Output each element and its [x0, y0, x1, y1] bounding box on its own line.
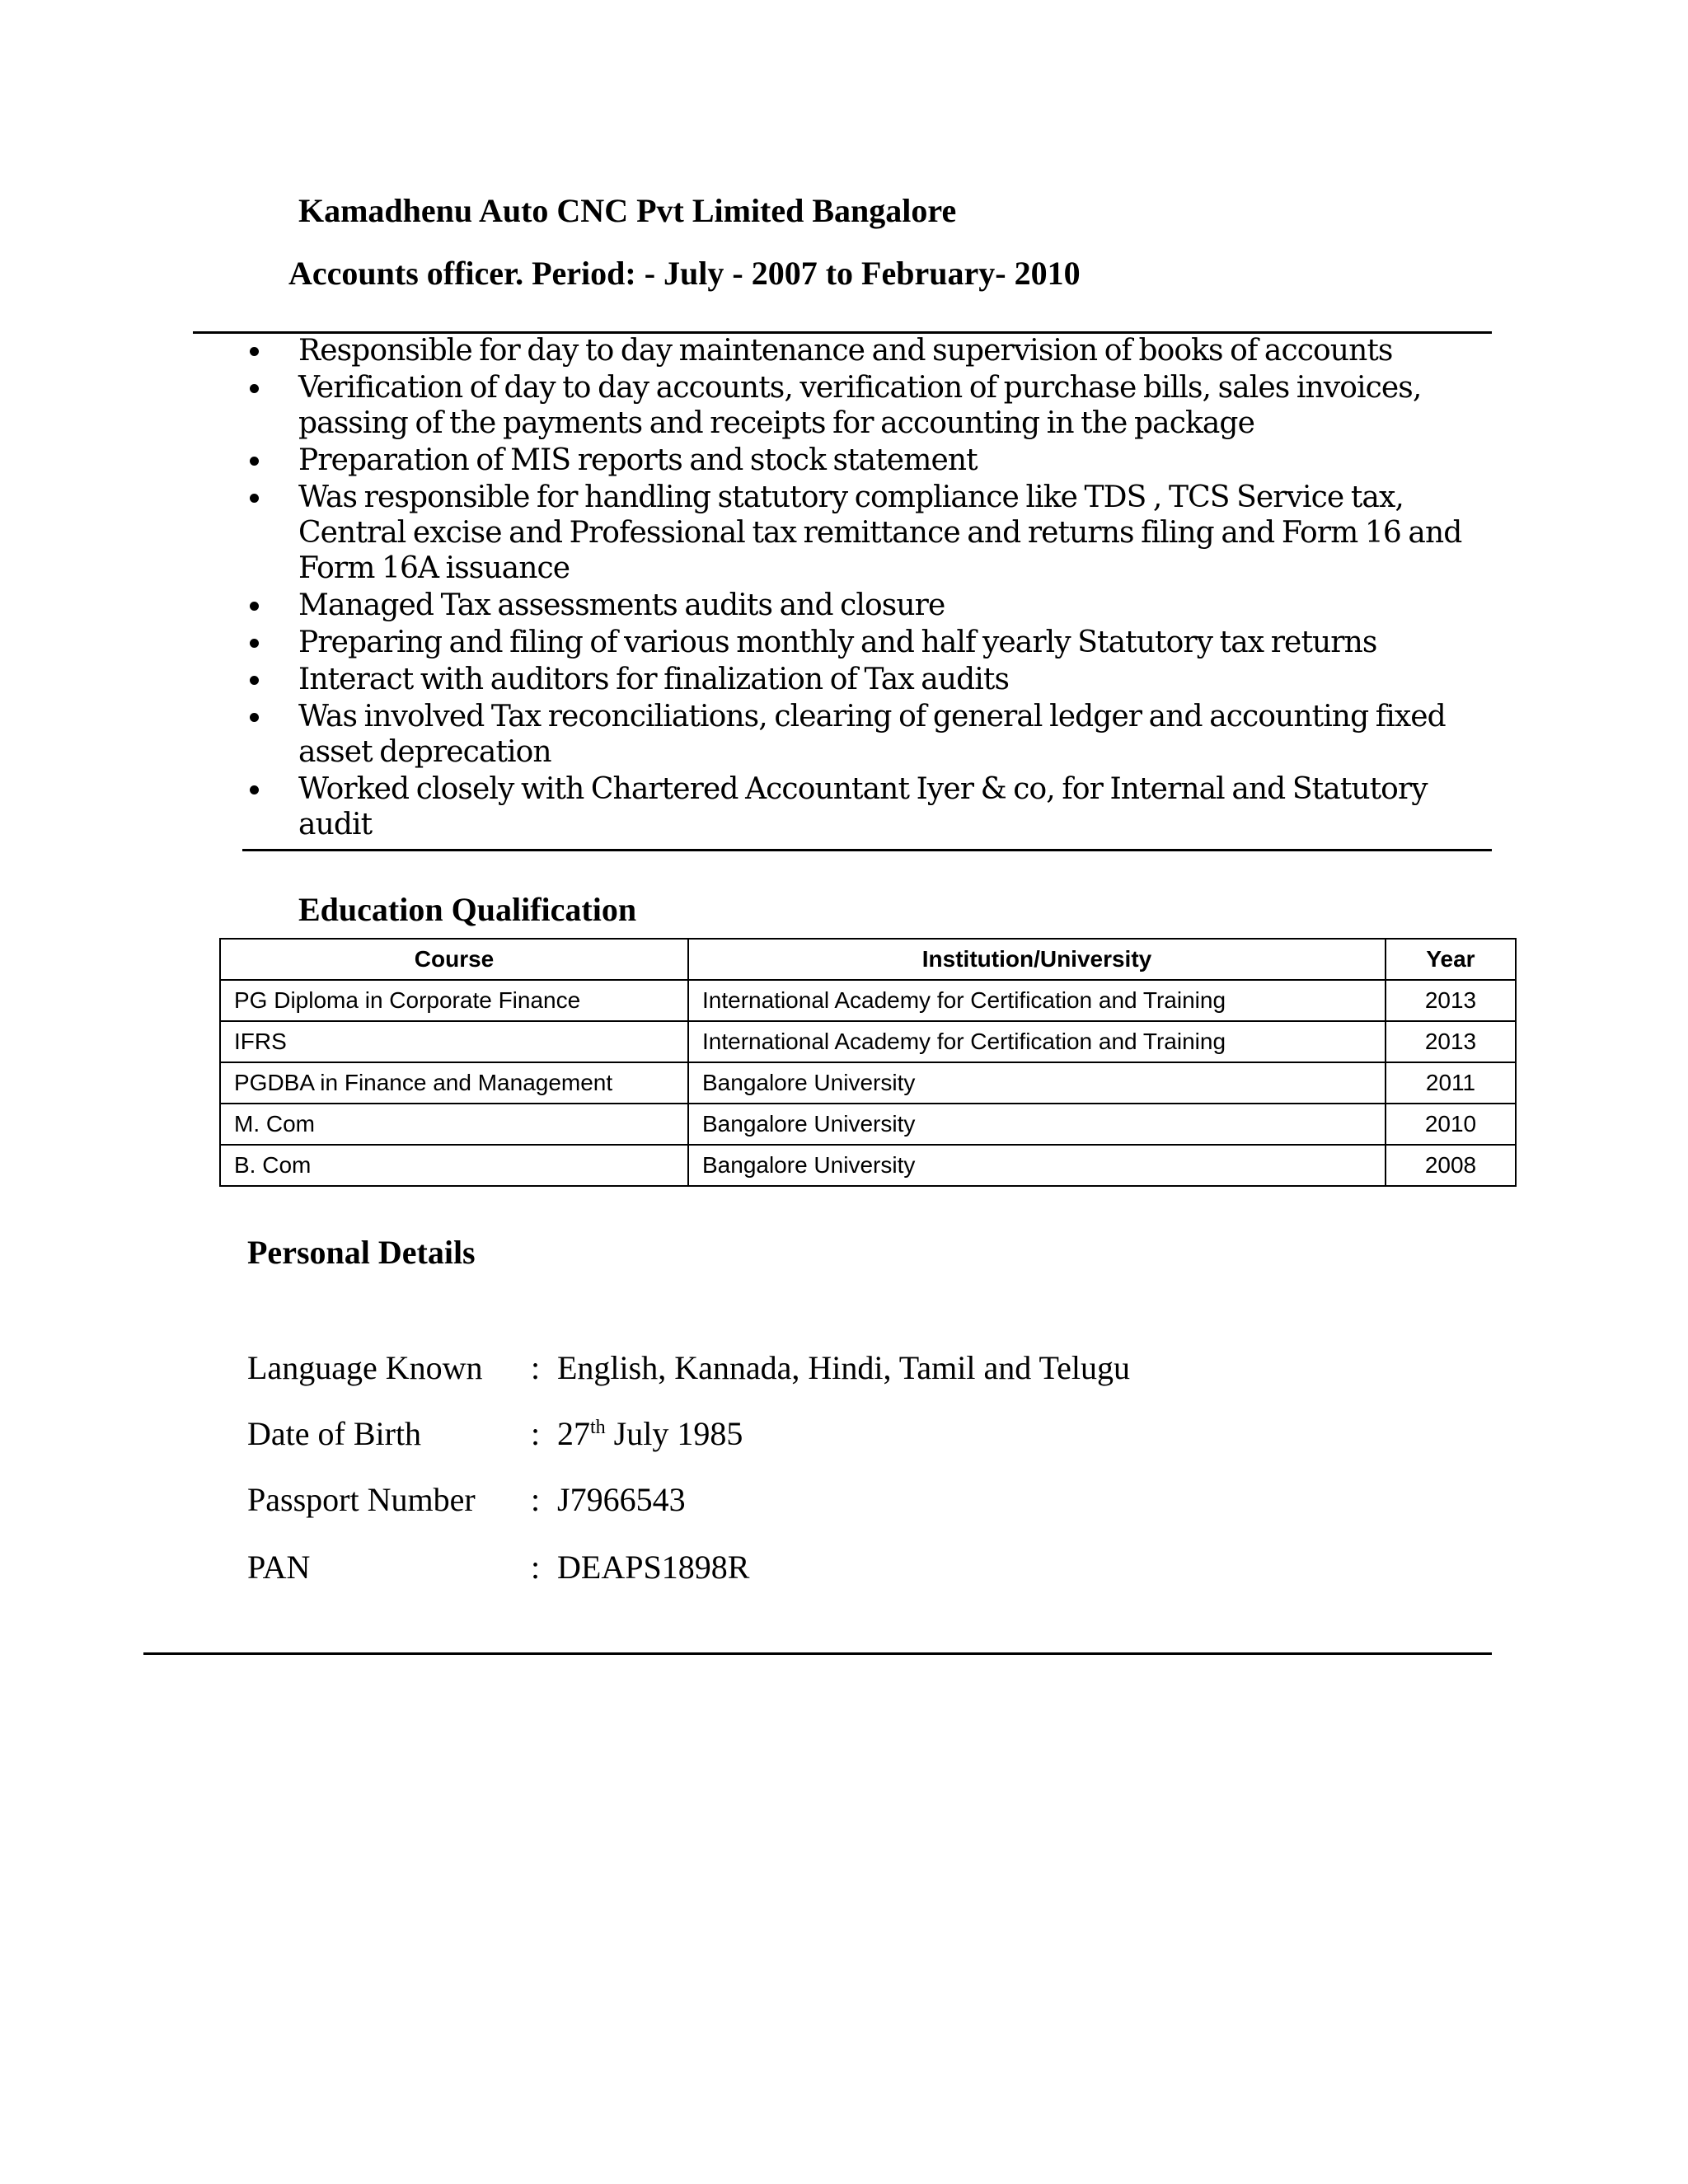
language-value: English, Kannada, Hindi, Tamil and Telugu: [557, 1349, 1131, 1386]
education-title: Education Qualification: [298, 891, 637, 928]
cell-institution: Bangalore University: [688, 1145, 1386, 1186]
table-row: [220, 1062, 1516, 1104]
table-row: [220, 1104, 1516, 1145]
duties-list: [247, 333, 1500, 844]
duty-item: Worked closely with Chartered Accountant Iyer & co, for Internal and Statutory audit: [247, 771, 1500, 842]
divider-middle: [242, 849, 1492, 851]
cell-course: M. Com: [220, 1104, 688, 1145]
dob-day: 27: [557, 1415, 590, 1452]
duty-item: Verification of day to day accounts, verification of purchase bills, sales invoices, passing of the payments and receipts for accounting in the package: [247, 370, 1500, 441]
education-table: [219, 938, 1517, 1187]
duty-item: Preparation of MIS reports and stock statement: [247, 443, 1500, 478]
duty-item: Was involved Tax reconciliations, clearing of general ledger and accounting fixed asset deprecation: [247, 699, 1500, 770]
cell-course: PG Diploma in Corporate Finance: [220, 980, 688, 1021]
duty-item: Managed Tax assessments audits and closure: [247, 588, 1500, 623]
pan-label: PAN: [247, 1549, 311, 1586]
table-row: [220, 980, 1516, 1021]
cell-course: IFRS: [220, 1021, 688, 1062]
pan-value: DEAPS1898R: [557, 1549, 750, 1586]
dob-rest: July 1985: [605, 1415, 743, 1452]
header-course: Course: [220, 939, 688, 980]
cell-institution: Bangalore University: [688, 1062, 1386, 1104]
duty-item: Interact with auditors for finalization of Tax audits: [247, 662, 1500, 697]
cell-course: B. Com: [220, 1145, 688, 1186]
divider-bottom: [143, 1652, 1492, 1655]
cell-year: 2013: [1386, 980, 1516, 1021]
cell-year: 2010: [1386, 1104, 1516, 1145]
dob-label: Date of Birth: [247, 1415, 422, 1452]
colon: :: [531, 1349, 541, 1386]
duty-item: Responsible for day to day maintenance and supervision of books of accounts: [247, 333, 1500, 368]
cell-year: 2008: [1386, 1145, 1516, 1186]
duty-item: Was responsible for handling statutory compliance like TDS , TCS Service tax, Central excise and Professional tax remittance and returns filing and Form 16 and Form 16A issuance: [247, 480, 1500, 586]
cell-year: 2011: [1386, 1062, 1516, 1104]
cell-institution: International Academy for Certification and Training: [688, 980, 1386, 1021]
role-period: Accounts officer. Period: - July - 2007 to February- 2010: [288, 255, 1081, 292]
language-label: Language Known: [247, 1349, 483, 1386]
table-row: [220, 1021, 1516, 1062]
dob-suffix: th: [590, 1417, 606, 1438]
table-header-row: [220, 939, 1516, 980]
cell-institution: Bangalore University: [688, 1104, 1386, 1145]
cell-institution: International Academy for Certification and Training: [688, 1021, 1386, 1062]
table-row: [220, 1145, 1516, 1186]
header-institution: Institution/University: [688, 939, 1386, 980]
personal-details-title: Personal Details: [247, 1234, 476, 1271]
header-year: Year: [1386, 939, 1516, 980]
duty-item: Preparing and filing of various monthly and half yearly Statutory tax returns: [247, 625, 1500, 660]
colon: :: [531, 1415, 541, 1452]
cell-year: 2013: [1386, 1021, 1516, 1062]
dob-value: [557, 1414, 743, 1453]
company-name: Kamadhenu Auto CNC Pvt Limited Bangalore: [298, 192, 957, 229]
passport-value: J7966543: [557, 1481, 686, 1518]
cell-course: PGDBA in Finance and Management: [220, 1062, 688, 1104]
colon: :: [531, 1481, 541, 1518]
colon: :: [531, 1549, 541, 1586]
passport-label: Passport Number: [247, 1481, 476, 1518]
